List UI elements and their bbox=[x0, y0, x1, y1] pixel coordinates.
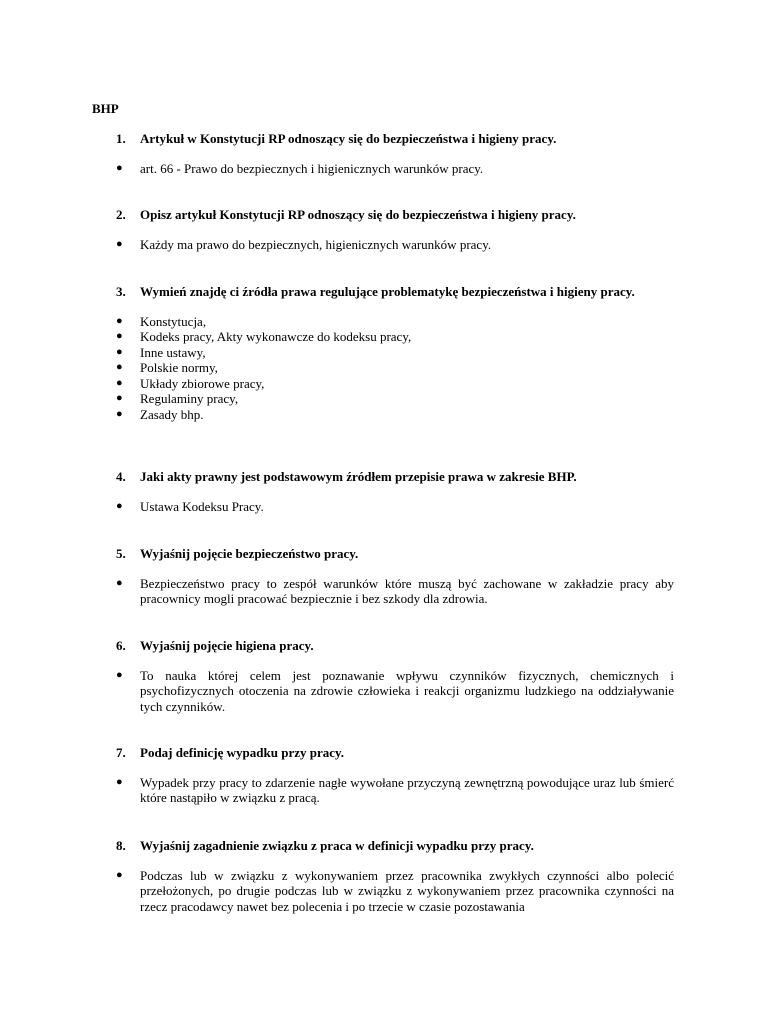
question-3 bbox=[116, 284, 674, 422]
answer-text: Konstytucja, bbox=[140, 313, 207, 329]
bullet-icon: ● bbox=[116, 345, 123, 358]
bullet-icon: ● bbox=[116, 868, 123, 881]
question-number: 1. bbox=[116, 131, 126, 146]
question-text: Wymień znajdę ci źródła prawa regulujące problematykę bezpieczeństwa i higieny pracy. bbox=[140, 284, 635, 299]
list-item bbox=[116, 161, 674, 177]
list-item bbox=[116, 775, 674, 806]
bullet-icon: ● bbox=[116, 392, 123, 404]
bullet-icon: ● bbox=[116, 499, 123, 512]
bullet-icon: ● bbox=[116, 361, 123, 373]
answer-text: Podczas lub w związku z wykonywaniem przez pracownika zwykłych czynności albo polecić przełożonych, po drugie podczas lub w związku z wykonywaniem przez pracownika czynności na rzecz pracodawcy nawet bez polecenia i po trzecie w czasie pozostawania bbox=[140, 867, 674, 914]
question-number: 4. bbox=[116, 469, 126, 484]
question-4 bbox=[116, 469, 674, 514]
answer-list bbox=[116, 576, 674, 607]
question-number: 6. bbox=[116, 638, 126, 653]
bullet-icon: ● bbox=[116, 775, 123, 788]
question-number: 3. bbox=[116, 284, 126, 299]
answer-text: Kodeks pracy, Akty wykonawcze do kodeksu pracy, bbox=[140, 329, 412, 344]
list-item bbox=[116, 237, 674, 253]
question-7 bbox=[116, 745, 674, 806]
bullet-icon: ● bbox=[116, 376, 123, 389]
answer-list bbox=[116, 499, 674, 515]
list-item bbox=[116, 668, 674, 715]
question-1 bbox=[116, 131, 674, 176]
document-title: BHP bbox=[92, 101, 119, 116]
question-5 bbox=[116, 546, 674, 607]
answer-list bbox=[116, 775, 674, 806]
answer-list bbox=[116, 668, 674, 715]
question-number: 7. bbox=[116, 745, 126, 760]
question-number: 5. bbox=[116, 546, 126, 561]
question-text: Opisz artykuł Konstytucji RP odnoszący się do bezpieczeństwa i higieny pracy. bbox=[140, 207, 576, 222]
answer-text: Układy zbiorowe pracy, bbox=[140, 375, 265, 391]
answer-list bbox=[116, 868, 674, 915]
list-item bbox=[116, 314, 674, 330]
list-item bbox=[116, 576, 674, 607]
list-item bbox=[116, 391, 674, 407]
list-item bbox=[116, 499, 674, 515]
list-item bbox=[116, 345, 674, 361]
answer-text: Polskie normy, bbox=[140, 360, 218, 375]
answer-list bbox=[116, 314, 674, 423]
answer-text: Wypadek przy pracy to zdarzenie nagłe wywołane przyczyną zewnętrzną powodujące uraz lub śmierć które nastąpiło w związku z pracą. bbox=[140, 774, 674, 805]
answer-text: Zasady bhp. bbox=[140, 406, 204, 422]
answer-list bbox=[116, 237, 674, 253]
question-number: 2. bbox=[116, 207, 126, 222]
bullet-icon: ● bbox=[116, 161, 123, 174]
list-item bbox=[116, 376, 674, 392]
list-item bbox=[116, 407, 674, 423]
answer-list bbox=[116, 161, 674, 177]
question-text: Artykuł w Konstytucji RP odnoszący się do bezpieczeństwa i higieny pracy. bbox=[140, 131, 557, 146]
answer-text: Każdy ma prawo do bezpiecznych, higienicznych warunków pracy. bbox=[140, 236, 492, 252]
bullet-icon: ● bbox=[116, 407, 123, 420]
question-text: Wyjaśnij zagadnienie związku z praca w definicji wypadku przy pracy. bbox=[140, 838, 534, 853]
answer-text: Regulaminy pracy, bbox=[140, 391, 239, 406]
answer-text: To nauka której celem jest poznawanie wpływu czynników fizycznych, chemicznych i psychofizycznych otoczenia na zdrowie człowieka i reakcji organizmu ludzkiego na oddziaływanie tych czynników. bbox=[140, 667, 674, 714]
answer-text: art. 66 - Prawo do bezpiecznych i higienicznych warunków pracy. bbox=[140, 160, 484, 176]
bullet-icon: ● bbox=[116, 576, 123, 589]
question-text: Wyjaśnij pojęcie bezpieczeństwo pracy. bbox=[140, 546, 359, 561]
question-text: Jaki akty prawny jest podstawowym źródłem przepisie prawa w zakresie BHP. bbox=[140, 469, 577, 484]
question-text: Podaj definicję wypadku przy pracy. bbox=[140, 745, 345, 760]
bullet-icon: ● bbox=[116, 668, 123, 681]
question-2 bbox=[116, 207, 674, 252]
bullet-icon: ● bbox=[116, 330, 123, 342]
answer-text: Inne ustawy, bbox=[140, 344, 206, 360]
question-6 bbox=[116, 638, 674, 714]
bullet-icon: ● bbox=[116, 314, 123, 327]
list-item bbox=[116, 329, 674, 345]
answer-text: Ustawa Kodeksu Pracy. bbox=[140, 498, 264, 514]
answer-text: Bezpieczeństwo pracy to zespół warunków które muszą być zachowane w zakładzie pracy aby pracownicy mogli pracować bezpiecznie i bez szkody dla zdrowia. bbox=[140, 575, 674, 606]
question-8 bbox=[116, 838, 674, 914]
list-item bbox=[116, 868, 674, 915]
question-number: 8. bbox=[116, 838, 126, 853]
question-text: Wyjaśnij pojęcie higiena pracy. bbox=[140, 638, 314, 653]
bullet-icon: ● bbox=[116, 237, 123, 250]
list-item bbox=[116, 360, 674, 376]
